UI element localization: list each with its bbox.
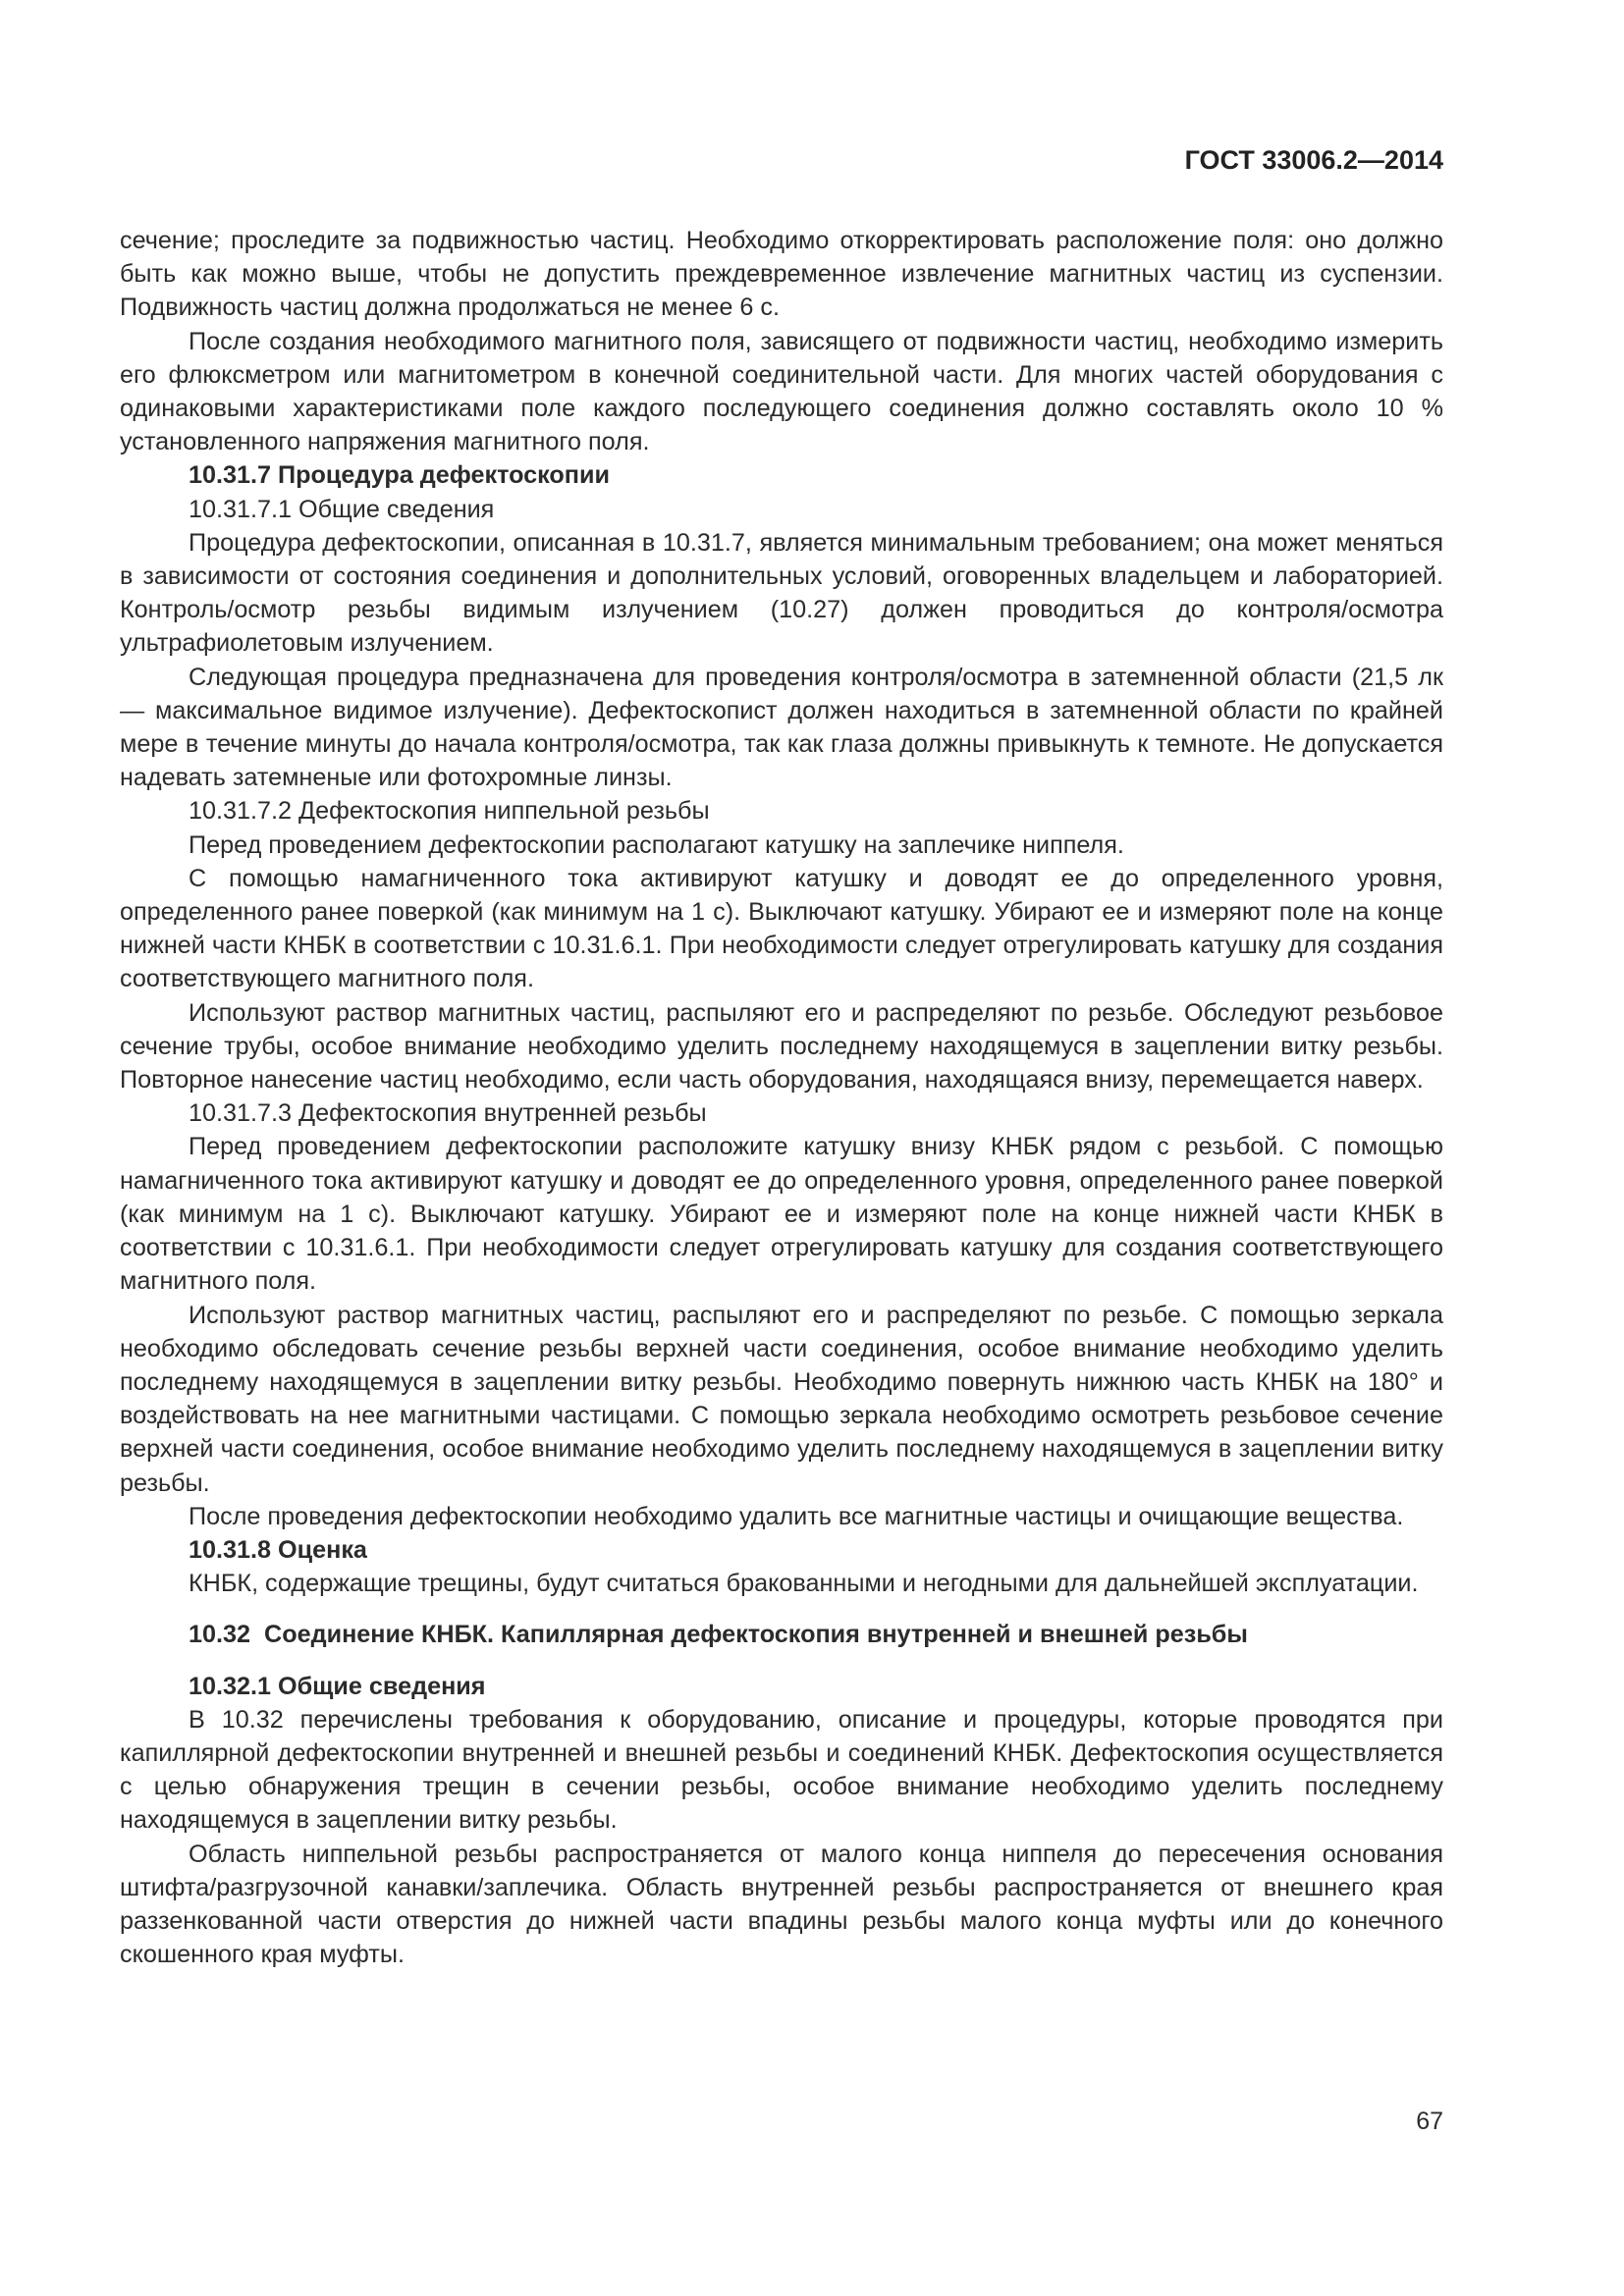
- paragraph: КНБК, содержащие трещины, будут считаться бракованными и негодными для дальнейшей эксплуатации.: [189, 1570, 1419, 1598]
- paragraph: Процедура дефектоскопии, описанная в 10.31.7, является минимальным требованием; она может меняться в зависимости от состояния соединения и дополнительных условий, оговоренных владельцем и лабораторией. Контроль/осмотр резьбы видимым излучением (10.27) должен проводиться до контроля/осмотра ультрафиолетовым излучением.: [120, 528, 1443, 658]
- paragraph: Следующая процедура предназначена для проведения контроля/осмотра в затемненной области (21,5 лк — максимальное видимое излучение). Дефектоскопист должен находиться в затемненной области по крайней мере в течение минуты до начала контроля/осмотра, так как глаза должны привыкнуть к темноте. Не допускается надевать затемненые или фотохромные линзы.: [120, 663, 1443, 792]
- paragraph: В 10.32 перечислены требования к оборудованию, описание и процедуры, которые проводятся при капиллярной дефектоскопии внутренней и внешней резьбы и соединений КНБК. Дефектоскопия осуществляется с целью обнаружения трещин в сечении резьбы, особое внимание необходимо уделить последнему находящемуся в зацеплении витку резьбы.: [120, 1705, 1443, 1835]
- paragraph: Перед проведением дефектоскопии располагают катушку на заплечике ниппеля.: [189, 830, 1124, 859]
- paragraph: С помощью намагниченного тока активируют катушку и доводят ее до определенного уровня, определенного ранее поверкой (как минимум на 1 с). Выключают катушку. Убирают ее и измеряют поле на конце нижней части КНБК в соответствии с 10.31.6.1. При необходимости следует отрегулировать катушку для создания соответствующего магнитного поля.: [120, 864, 1443, 993]
- section-heading-10-32: 10.32 Соединение КНБК. Капиллярная дефектоскопия внутренней и внешней резьбы: [189, 1621, 1248, 1649]
- subsection-heading-10-31-7-2: 10.31.7.2 Дефектоскопия ниппельной резьбы: [189, 797, 710, 826]
- body-text: [120, 224, 1443, 1971]
- subsection-heading-10-31-7-1: 10.31.7.1 Общие сведения: [189, 495, 495, 523]
- page-number: 67: [1416, 2108, 1443, 2135]
- paragraph: После создания необходимого магнитного поля, зависящего от подвижности частиц, необходимо измерить его флюксметром или магнитометром в конечной соединительной части. Для многих частей оборудования с одинаковыми характеристиками поле каждого последующего соединения должно составлять около 10 % установленного напряжения магнитного поля.: [120, 327, 1443, 456]
- paragraph: Используют раствор магнитных частиц, распыляют его и распределяют по резьбе. Обследуют резьбовое сечение трубы, особое внимание необходимо уделить последнему находящемуся в зацеплении витку резьбы. Повторное нанесение частиц необходимо, если часть оборудования, находящаяся внизу, перемещается наверх.: [120, 998, 1443, 1095]
- section-heading-10-32-1: 10.32.1 Общие сведения: [189, 1672, 486, 1700]
- paragraph: Перед проведением дефектоскопии расположите катушку внизу КНБК рядом с резьбой. С помощью намагниченного тока активируют катушку и доводят ее до определенного уровня, определенного ранее поверкой (как минимум на 1 с). Выключают катушку. Убирают ее и измеряют поле на конце нижней части КНБК в соответствии с 10.31.6.1. При необходимости следует отрегулировать катушку для создания соответствующего магнитного поля.: [120, 1133, 1443, 1296]
- paragraph: сечение; проследите за подвижностью частиц. Необходимо откорректировать расположение поля: оно должно быть как можно выше, чтобы не допустить преждевременное извлечение магнитных частиц из суспензии. Подвижность частиц должна продолжаться не менее 6 с.: [120, 227, 1443, 322]
- paragraph: После проведения дефектоскопии необходимо удалить все магнитные частицы и очищающие вещества.: [189, 1502, 1404, 1530]
- section-heading-10-31-7: 10.31.7 Процедура дефектоскопии: [189, 461, 610, 490]
- document-code-header: ГОСТ 33006.2—2014: [1184, 145, 1443, 175]
- paragraph: Используют раствор магнитных частиц, распыляют его и распределяют по резьбе. С помощью зеркала необходимо обследовать сечение резьбы верхней части соединения, особое внимание необходимо уделить последнему находящемуся в зацеплении витку резьбы. Необходимо повернуть нижнюю часть КНБК на 180° и воздействовать на нее магнитными частицами. С помощью зеркала необходимо осмотреть резьбовое сечение верхней части соединения, особое внимание необходимо уделить последнему находящемуся в зацеплении витку резьбы.: [120, 1301, 1443, 1497]
- subsection-heading-10-31-7-3: 10.31.7.3 Дефектоскопия внутренней резьбы: [189, 1099, 707, 1128]
- paragraph: Область ниппельной резьбы распространяется от малого конца ниппеля до пересечения основания штифта/разгрузочной канавки/заплечика. Область внутренней резьбы распространяется от внешнего края раззенкованной части отверстия до нижней части впадины резьбы малого конца муфты или до конечного скошенного края муфты.: [120, 1840, 1443, 1969]
- section-heading-10-31-8: 10.31.8 Оценка: [189, 1535, 367, 1564]
